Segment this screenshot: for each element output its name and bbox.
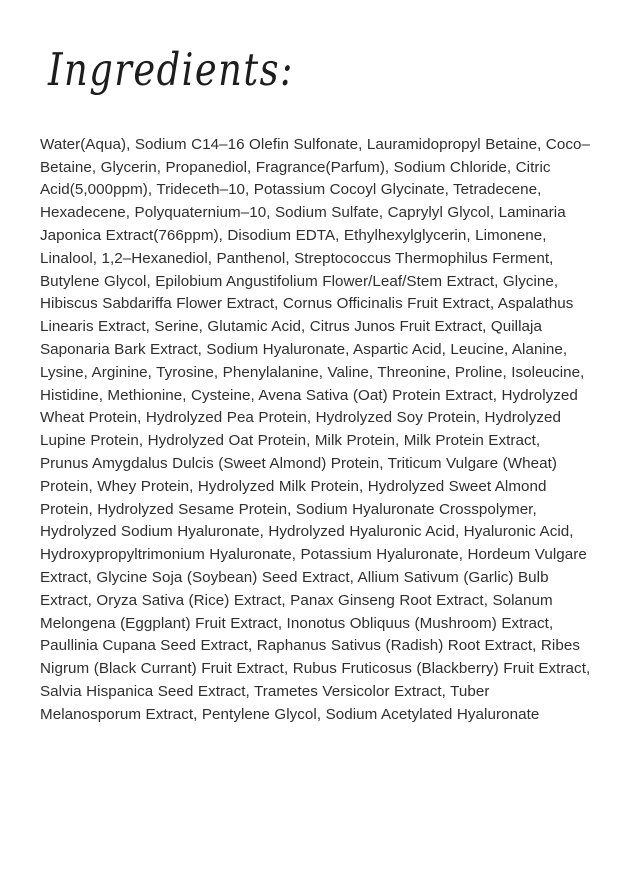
ingredients-list-text: Water(Aqua), Sodium C14–16 Olefin Sulfonate, Lauramidopropyl Betaine, Coco–Betaine, Glycerin, Propanediol, Fragrance(Parfum), Sodium Chloride, Citric Acid(5,000ppm), Trideceth–10, Potassium Cocoyl Glycinate, Tetradecene, Hexadecene, Polyquaternium–10, Sodium Sulfate, Caprylyl Glycol, Laminaria Japonica Extract(766ppm), Disodium EDTA, Ethylhexylglycerin, Limonene, Linalool, 1,2–Hexanediol, Panthenol, Streptococcus Thermophilus Ferment, Butylene Glycol, Epilobium Angustifolium Flower/Leaf/Stem Extract, Glycine, Hibiscus Sabdariffa Flower Extract, Cornus Officinalis Fruit Extract, Aspalathus Linearis Extract, Serine, Glutamic Acid, Citrus Junos Fruit Extract, Quillaja Saponaria Bark Extract, Sodium Hyaluronate, Aspartic Acid, Leucine, Alanine, Lysine, Arginine, Tyrosine, Phenylalanine, Valine, Threonine, Proline, Isoleucine, Histidine, Methionine, Cysteine, Avena Sativa (Oat) Protein Extract, Hydrolyzed Wheat Protein, Hydrolyzed Pea Protein, Hydrolyzed Soy Protein, Hydrolyzed Lupine Protein, Hydrolyzed Oat Protein, Milk Protein, Milk Protein Extract, Prunus Amygdalus Dulcis (Sweet Almond) Protein, Triticum Vulgare (Wheat) Protein, Whey Protein, Hydrolyzed Milk Protein, Hydrolyzed Sweet Almond Protein, Hydrolyzed Sesame Protein, Sodium Hyaluronate Crosspolymer, Hydrolyzed Sodium Hyaluronate, Hydrolyzed Hyaluronic Acid, Hyaluronic Acid, Hydroxypropyltrimonium Hyaluronate, Potassium Hyaluronate, Hordeum Vulgare Extract, Glycine Soja (Soybean) Seed Extract, Allium Sativum (Garlic) Bulb Extract, Oryza Sativa (Rice) Extract, Panax Ginseng Root Extract, Solanum Melongena (Eggplant) Fruit Extract, Inonotus Obliquus (Mushroom) Extract, Paullinia Cupana Seed Extract, Raphanus Sativus (Radish) Root Extract, Ribes Nigrum (Black Currant) Fruit Extract, Rubus Fruticosus (Blackberry) Fruit Extract, Salvia Hispanica Seed Extract, Trametes Versicolor Extract, Tuber Melanosporum Extract, Pentylene Glycol, Sodium Acetylated Hyaluronate xyxy=(40,135,591,723)
page-title: Ingredients: xyxy=(48,43,294,96)
